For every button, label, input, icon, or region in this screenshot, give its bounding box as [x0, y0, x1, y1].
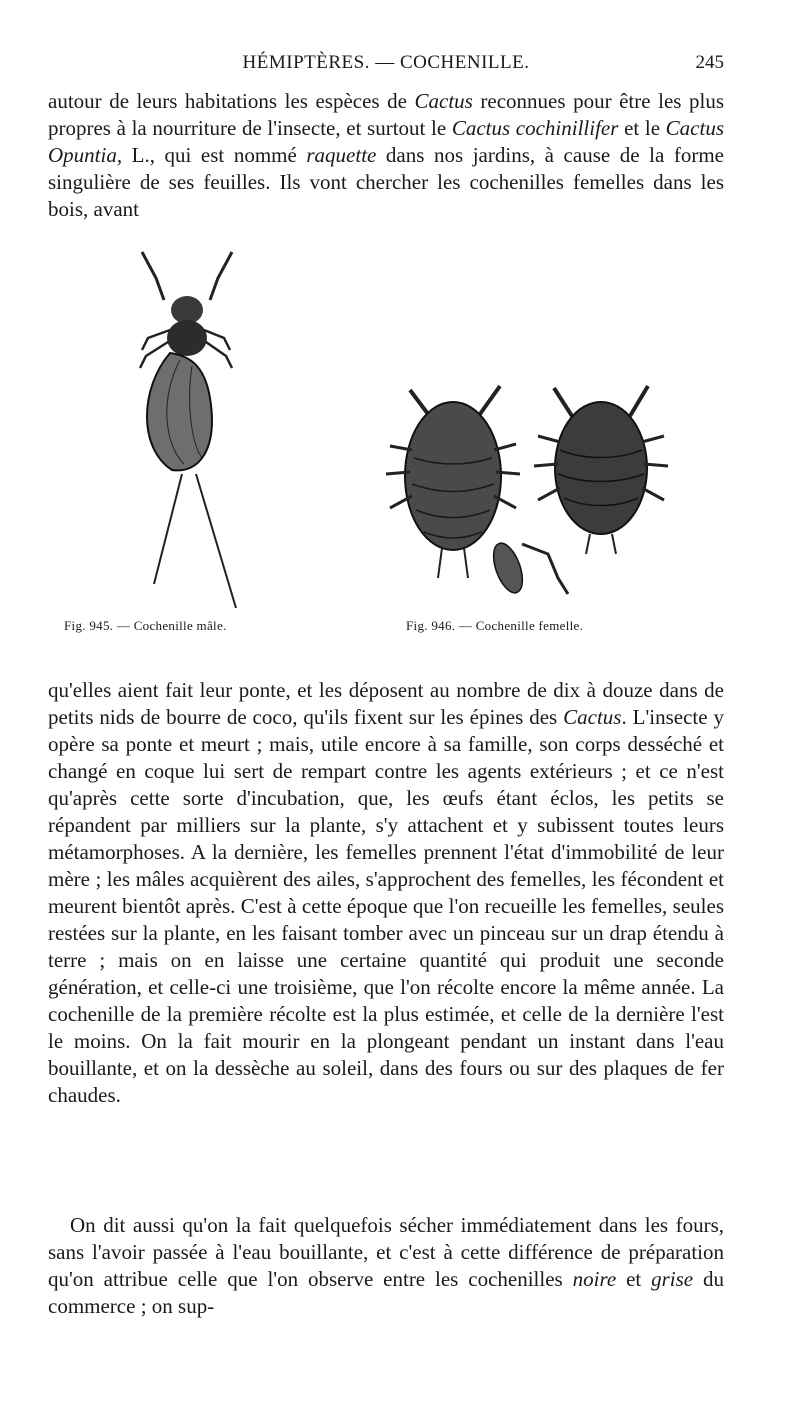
paragraph-middle: [48, 677, 724, 1109]
italic-run: noire: [572, 1267, 617, 1291]
figures-block: [60, 238, 700, 648]
italic-run: grise: [651, 1267, 694, 1291]
italic-run: Cactus: [563, 705, 622, 729]
text-run: autour de leurs habitations les espèces de: [48, 89, 415, 113]
running-title: HÉMIPTÈRES. — COCHENILLE.: [242, 52, 530, 73]
page-number: 245: [695, 52, 724, 73]
female-cochineal-illustration-dorsal: [534, 386, 668, 554]
cochineal-leg-detail-illustration: [488, 539, 568, 596]
text-run: , L., qui est nommé: [116, 143, 307, 167]
running-head: [48, 52, 724, 76]
italic-run: Cactus: [414, 89, 473, 113]
text-run: On dit aussi qu'on la fait quelquefois sécher immédiatement dans les fours, sans l'avoir passée à l'eau bouillante, et c'est à cette différence de préparation qu'on attribue celle que l'on observe entre les cochenilles: [48, 1213, 724, 1291]
figure-945-caption: Fig. 945. — Cochenille mâle.: [64, 618, 227, 633]
italic-run: Cactus Opuntia: [48, 116, 725, 167]
paragraph-top: [48, 88, 724, 223]
italic-run: raquette: [306, 143, 377, 167]
male-cochineal-illustration: [140, 252, 236, 608]
italic-run: Cactus cochinillifer: [451, 116, 619, 140]
paragraph-bottom: [48, 1212, 724, 1320]
text-run: et le: [618, 116, 666, 140]
text-run: . L'insecte y opère sa ponte et meurt ; mais, utile encore à sa famille, son corps desséché et changé en coque lui sert de rempart contre les agents extérieurs ; et ce n'est qu'après cette sorte d'incubation, que, les œufs étant éclos, les petits se répandent par milliers sur la plante, s'y attachent et y subissent toutes leurs métamorphoses. A la dernière, les femelles prennent l'état d'immobilité de leur mère ; les mâles acquièrent des ailes, s'approchent des femelles, les fécondent et meurent bientôt après. C'est à cette époque que l'on recueille les femelles, seules restées sur la plante, en les faisant tomber avec un pinceau sur un drap étendu à terre ; mais on en laisse une certaine quantité qui produit une seconde génération, et celle-ci une troisième, que l'on récolte encore la même année. La cochenille de la première récolte est la plus estimée, et celle de la dernière l'est le moins. On la fait mourir en la plongeant pendant un instant dans l'eau bouillante, et on la dessèche au soleil, dans des fours ou sur des plaques de fer chaudes.: [48, 705, 724, 1107]
figures-illustration: [60, 238, 700, 618]
text-run: du commerce ; on sup-: [48, 1267, 725, 1318]
text-run: dans nos jardins, à cause de la forme singulière de ses feuilles. Ils vont chercher les cochenilles femelles dans les bois, avant: [48, 143, 724, 221]
text-run: et: [616, 1267, 652, 1291]
text-run: reconnues pour être les plus propres à la nourriture de l'insecte, et surtout le: [48, 89, 724, 140]
text-run: qu'elles aient fait leur ponte, et les déposent au nombre de dix à douze dans de petits nids de bourre de coco, qu'ils fixent sur les épines des: [48, 678, 724, 729]
figure-946-caption: Fig. 946. — Cochenille femelle.: [406, 618, 584, 633]
